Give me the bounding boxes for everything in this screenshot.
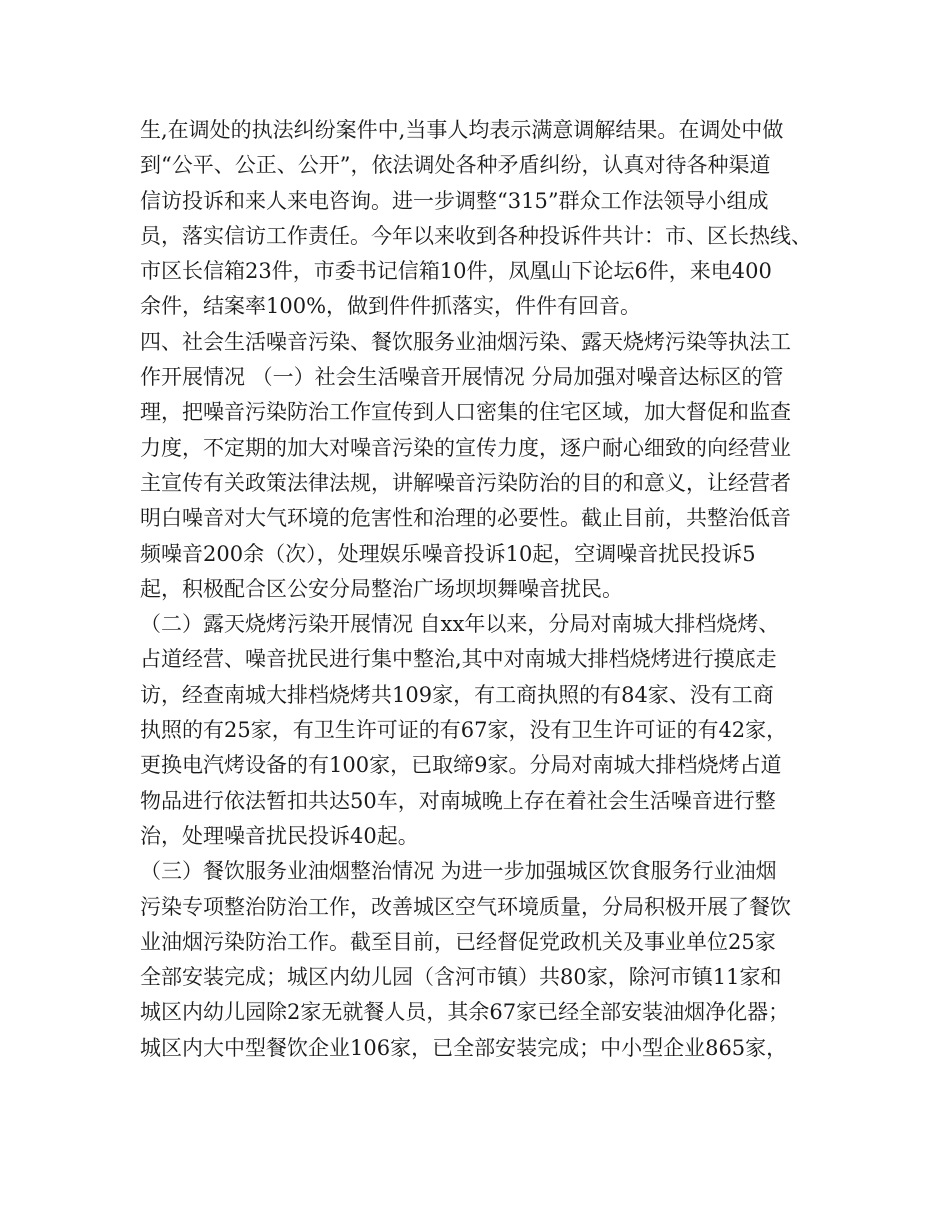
section-heading-line: 四、社会生活噪音污染、餐饮服务业油烟污染、露天烧烤污染等执法工 <box>140 329 791 354</box>
text-line: 访，经查南城大排档烧烤共109家，有工商执照的有84家、没有工商 <box>140 682 774 707</box>
text-line: 明白噪音对大气环境的危害性和治理的必要性。截止目前，共整治低音 <box>140 506 791 531</box>
text-line: 理，把噪音污染防治工作宣传到人口密集的住宅区域，加大督促和监查 <box>140 400 791 425</box>
text-line: 占道经营、噪音扰民进行集中整治,其中对南城大排档烧烤进行摸底走 <box>140 647 777 672</box>
subsection-line: （二）露天烧烤污染开展情况 自xx年以来，分局对南城大排档烧烤、 <box>140 612 780 637</box>
text-line: 治，处理噪音扰民投诉40起。 <box>140 823 419 848</box>
text-line: 员，落实信访工作责任。今年以来收到各种投诉件共计：市、区长热线、 <box>140 223 812 248</box>
text-line: 主宣传有关政策法律法规，讲解噪音污染防治的目的和意义，让经营者 <box>140 470 791 495</box>
text-line: 城区内幼儿园除2家无就餐人员，其余67家已经全部安装油烟净化器； <box>140 1000 790 1025</box>
text-line: 执照的有25家，有卫生许可证的有67家，没有卫生许可证的有42家， <box>140 718 788 743</box>
subsection-line: （三）餐饮服务业油烟整治情况 为进一步加强城区饮食服务行业油烟 <box>140 859 777 884</box>
text-line: 信访投诉和来人来电咨询。进一步调整“315”群众工作法领导小组成 <box>140 188 769 213</box>
text-line: 生,在调处的执法纠纷案件中,当事人均表示满意调解结果。在调处中做 <box>140 118 784 142</box>
text-line: 业油烟污染防治工作。截至目前，已经督促党政机关及事业单位25家 <box>140 929 776 954</box>
text-line: 市区长信箱23件，市委书记信箱10件，凤凰山下论坛6件，来电400 <box>140 259 772 284</box>
text-line: 频噪音200余（次），处理娱乐噪音投诉10起，空调噪音扰民投诉5 <box>140 541 756 566</box>
text-line: 更换电汽烤设备的有100家，已取缔9家。分局对南城大排档烧烤占道 <box>140 753 782 778</box>
text-line: 到“公平、公正、公开”，依法调处各种矛盾纠纷，认真对待各种渠道 <box>140 153 771 178</box>
text-line: 余件，结案率100%，做到件件抓落实，件件有回音。 <box>140 294 642 319</box>
text-line: 污染专项整治防治工作，改善城区空气环境质量，分局积极开展了餐饮 <box>140 894 791 919</box>
text-line: 作开展情况 （一）社会生活噪音开展情况 分局加强对噪音达标区的管 <box>140 365 784 390</box>
text-line: 城区内大中型餐饮企业106家，已全部安装完成；中小型企业865家， <box>140 1035 788 1060</box>
text-line: 全部安装完成；城区内幼儿园（含河市镇）共80家，除河市镇11家和 <box>140 965 782 990</box>
text-line: 力度，不定期的加大对噪音污染的宣传力度，逐户耐心细致的向经营业 <box>140 435 791 460</box>
text-line: 起，积极配合区公安分局整治广场坝坝舞噪音扰民。 <box>140 576 623 601</box>
body-text <box>140 113 830 1066</box>
text-line: 物品进行依法暂扣共达50车，对南城晚上存在着社会生活噪音进行整 <box>140 788 776 813</box>
